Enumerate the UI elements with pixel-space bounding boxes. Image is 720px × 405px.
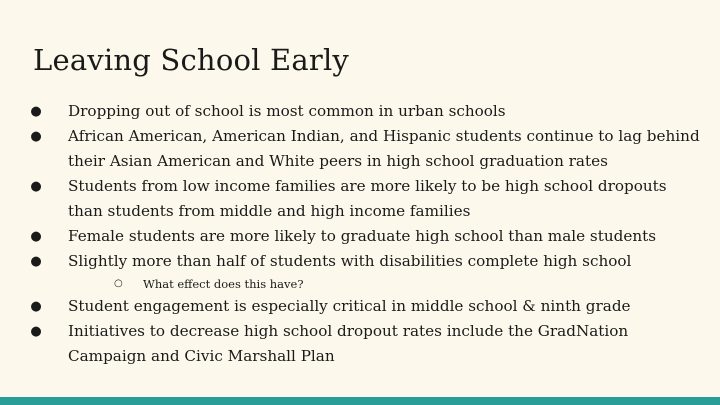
slide-title: Leaving School Early <box>33 43 350 77</box>
bullet-dot-icon: ● <box>30 254 42 269</box>
bottom-accent-bar <box>0 397 720 405</box>
bullet-text: Initiatives to decrease high school dropout rates include the GradNation Campaign and Civic Marshall Plan <box>68 322 629 365</box>
bullet-dot-icon: ● <box>30 324 42 339</box>
bullet-dot-icon: ● <box>30 104 42 119</box>
bullet-item <box>30 224 700 249</box>
bullet-dot-icon: ● <box>30 299 42 314</box>
bullet-item <box>30 294 700 319</box>
bullet-dot-icon: ● <box>30 129 42 144</box>
bullet-text: African American, American Indian, and Hispanic students continue to lag behind their Asian American and White peers in high school graduation rates <box>68 127 700 170</box>
bullet-item <box>30 99 700 124</box>
sub-bullet-circle-icon: ○ <box>114 278 123 289</box>
bullet-text: Student engagement is especially critical in middle school & ninth grade <box>68 297 631 315</box>
bullet-item <box>30 174 700 224</box>
bullet-item <box>30 124 700 174</box>
bullet-item <box>30 249 700 294</box>
bullet-text: Female students are more likely to graduate high school than male students <box>68 227 656 245</box>
bullet-list <box>30 99 700 369</box>
bullet-text: Students from low income families are more likely to be high school dropouts than students from middle and high income families <box>68 177 667 220</box>
sub-bullet-list <box>68 274 700 294</box>
sub-bullet-text: What effect does this have? <box>143 277 304 291</box>
sub-bullet-item <box>68 274 700 294</box>
bullet-text: Slightly more than half of students with disabilities complete high school <box>68 252 632 270</box>
bullet-dot-icon: ● <box>30 179 42 194</box>
bullet-dot-icon: ● <box>30 229 42 244</box>
bullet-text: Dropping out of school is most common in urban schools <box>68 102 506 120</box>
bullet-item <box>30 319 700 369</box>
